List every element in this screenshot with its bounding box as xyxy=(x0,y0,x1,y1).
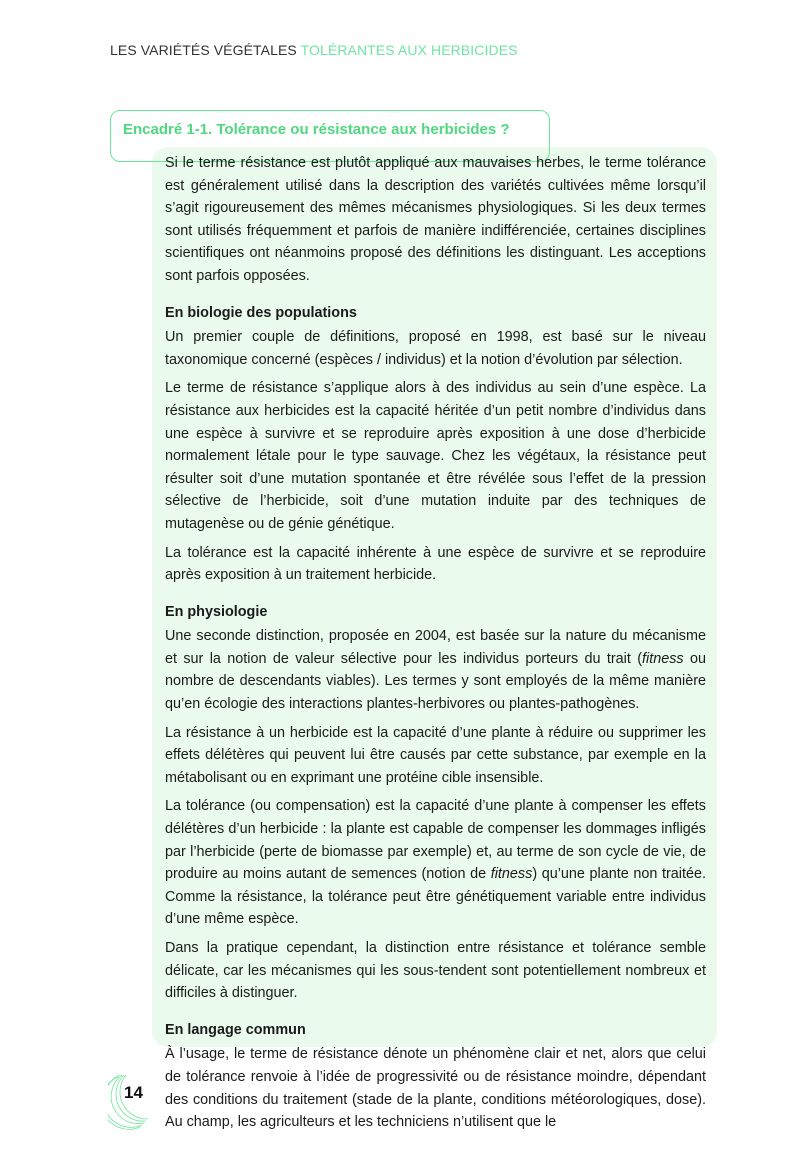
running-header-main: LES VARIÉTÉS VÉGÉTALES xyxy=(110,42,301,58)
page-number-badge xyxy=(108,1075,168,1135)
section-heading-physiologie: En physiologie xyxy=(165,603,268,620)
section-heading-populations: En biologie des populations xyxy=(165,304,357,321)
page-number: 14 xyxy=(124,1083,143,1102)
paragraph: Le terme de résistance s’applique alors à des individus au sein d’une espèce. La résistance aux herbicides est la capacité héritée d’un petit nombre d’individus dans une espèce à survivre et se reproduire après exposition à une dose d’herbicide normalement létale pour le type sauvage. Chez les végétaux, la résistance peut résulter soit d’une mutation spontanée et être révélée sous l’effet de la pression sélective de l’herbicide, soit d’une mutation induite par des techniques de mutagenèse ou de génie génétique. xyxy=(165,380,706,532)
box-title: Encadré 1-1. Tolérance ou résistance aux herbicides ? xyxy=(123,121,510,138)
italic-term: fitness xyxy=(642,650,684,667)
running-header xyxy=(110,42,518,58)
paragraph: La tolérance est la capacité inhérente à une espèce de survivre et se reproduire après exposition à un traitement herbicide. xyxy=(165,544,706,584)
text: Une seconde distinction, proposée en 2004, est basée sur la nature du mécanisme et sur la notion de valeur sélective pour les individus porteurs du trait ( xyxy=(165,628,706,667)
intro-paragraph: Si le terme résistance est plutôt appliqué aux mauvaises herbes, le terme tolérance est généralement utilisé dans la description des variétés cultivées même lorsqu’il s’agit rigoureusement des mêmes mécanismes physiologiques. Si les deux termes sont utilisés fréquemment et parfois de manière indifférenciée, certaines disciplines scientifiques ont néanmoins proposé des définitions les distinguant. Les acceptions sont parfois opposées. xyxy=(165,155,706,284)
paragraph: À l’usage, le terme de résistance dénote un phénomène clair et net, alors que celui de tolérance renvoie à l’idée de progressivité ou de résistance moindre, dépendant des conditions du traitement (stade de la plante, conditions météorologiques, dose). Au champ, les agriculteurs et les techniciens n’utilisent que le xyxy=(165,1046,706,1131)
italic-term: fitness xyxy=(490,866,533,883)
paragraph: Dans la pratique cependant, la distinction entre résistance et tolérance semble délicate, car les mécanismes qui les sous-tendent sont potentiellement nombreux et difficiles à distinguer. xyxy=(165,940,706,1002)
running-header-accent: TOLÉRANTES AUX HERBICIDES xyxy=(300,42,518,58)
paragraph: Un premier couple de définitions, proposé en 1998, est basé sur le niveau taxonomique concerné (espèces / individus) et la notion d’évolution par sélection. xyxy=(165,329,706,368)
paragraph: La résistance à un herbicide est la capacité d’une plante à réduire ou supprimer les effets délétères qui peuvent lui être causés par cette substance, par exemple en la métabolisant ou en exprimant une protéine cible insensible. xyxy=(165,724,706,786)
section-heading-langage: En langage commun xyxy=(165,1021,306,1038)
box-content xyxy=(165,152,706,1140)
text: ) qu’une plante non traitée. Comme la résistance, la tolérance peut être génétiquement variable entre individus d’une même espèce. xyxy=(165,866,706,928)
text: La tolérance (ou compensation) est la capacité d’une plante à compenser les effets délétères d’un herbicide : la plante est capable de compenser les dommages infligés par l’herbicide (perte de biomasse par exemple) et, au terme de son cycle de vie, de produire au moins autant de semences (notion de xyxy=(165,798,706,883)
paragraph xyxy=(165,625,706,715)
text: ou nombre de descendants viables). Les termes y sont employés de la même manière qu’en écologie des interactions plantes-herbivores ou plantes-pathogènes. xyxy=(165,650,706,713)
paragraph xyxy=(165,795,706,931)
